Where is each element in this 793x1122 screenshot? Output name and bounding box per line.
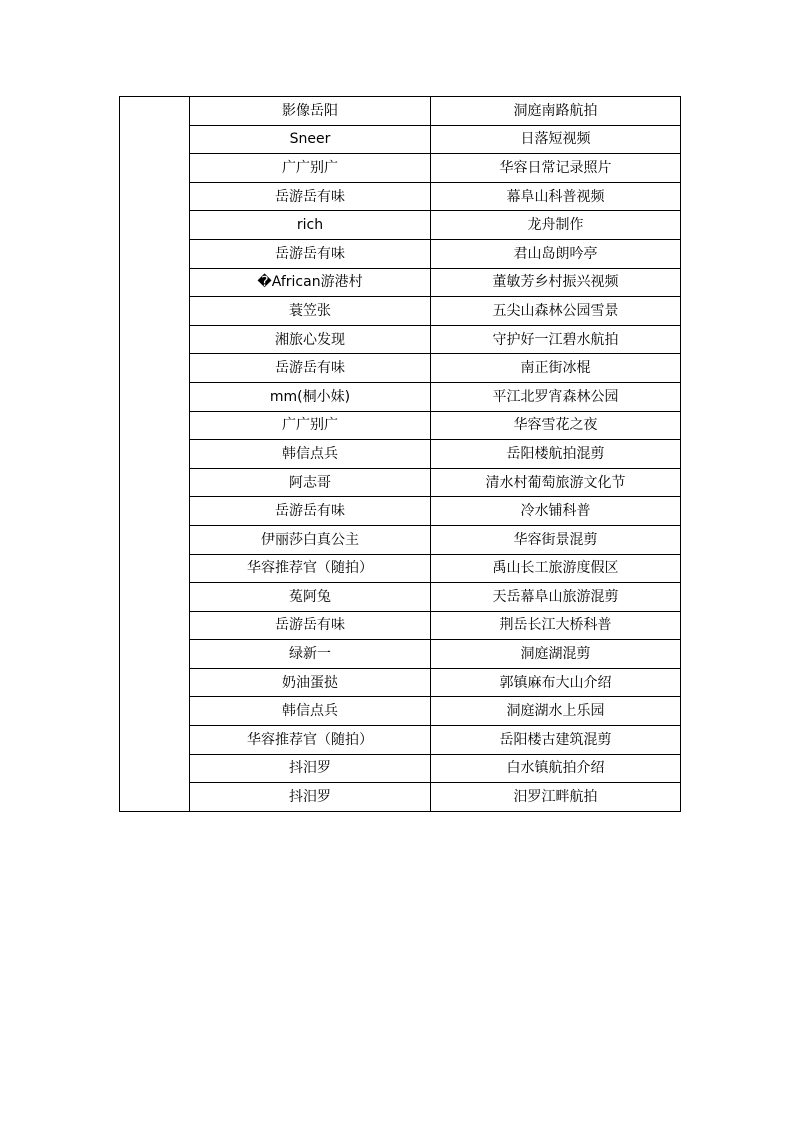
author-cell: 湘旅心发现	[190, 325, 431, 354]
table-row	[120, 411, 681, 440]
table-row	[120, 239, 681, 268]
author-cell: 岳游岳有味	[190, 182, 431, 211]
table-row	[120, 611, 681, 640]
table-body	[120, 97, 681, 812]
work-title-cell: 守护好一江碧水航拍	[431, 325, 681, 354]
work-title-cell: 岳阳楼航拍混剪	[431, 440, 681, 469]
table-row	[120, 783, 681, 812]
work-title-cell: 洞庭湖水上乐园	[431, 697, 681, 726]
table-row	[120, 525, 681, 554]
work-title-cell: 汨罗江畔航拍	[431, 783, 681, 812]
author-cell: 阿志哥	[190, 468, 431, 497]
author-cell: 广广别广	[190, 411, 431, 440]
work-title-cell: 平江北罗宵森林公园	[431, 382, 681, 411]
table-row	[120, 468, 681, 497]
author-cell: 岳游岳有味	[190, 354, 431, 383]
author-cell: 华容推荐官（随拍）	[190, 726, 431, 755]
work-title-cell: 君山岛朗吟亭	[431, 239, 681, 268]
author-cell: 奶油蛋挞	[190, 668, 431, 697]
table-row	[120, 583, 681, 612]
merged-category-cell	[120, 97, 190, 812]
work-title-cell: 禹山长工旅游度假区	[431, 554, 681, 583]
table-row	[120, 640, 681, 669]
work-title-cell: 华容街景混剪	[431, 525, 681, 554]
author-cell: 广广别广	[190, 154, 431, 183]
author-cell: 绿新一	[190, 640, 431, 669]
work-title-cell: 华容雪花之夜	[431, 411, 681, 440]
work-title-cell: 荆岳长江大桥科普	[431, 611, 681, 640]
table-row	[120, 97, 681, 126]
author-cell: 华容推荐官（随拍）	[190, 554, 431, 583]
author-cell: 韩信点兵	[190, 440, 431, 469]
table-row	[120, 440, 681, 469]
work-title-cell: 洞庭南路航拍	[431, 97, 681, 126]
table-row	[120, 554, 681, 583]
work-title-cell: 清水村葡萄旅游文化节	[431, 468, 681, 497]
author-cell: 蓑笠张	[190, 297, 431, 326]
work-title-cell: 日落短视频	[431, 125, 681, 154]
author-cell: 抖汨罗	[190, 783, 431, 812]
author-cell: 影像岳阳	[190, 97, 431, 126]
video-list-table	[119, 96, 681, 812]
table-row	[120, 497, 681, 526]
work-title-cell: 五尖山森林公园雪景	[431, 297, 681, 326]
work-title-cell: 洞庭湖混剪	[431, 640, 681, 669]
table-row	[120, 325, 681, 354]
table-row	[120, 211, 681, 240]
table-row	[120, 668, 681, 697]
work-title-cell: 郭镇麻布大山介绍	[431, 668, 681, 697]
author-cell: 伊丽莎白真公主	[190, 525, 431, 554]
work-title-cell: 岳阳楼古建筑混剪	[431, 726, 681, 755]
author-cell: 岳游岳有味	[190, 497, 431, 526]
table-row	[120, 297, 681, 326]
work-title-cell: 董敏芳乡村振兴视频	[431, 268, 681, 297]
table-row	[120, 754, 681, 783]
author-cell: mm(桐小妹)	[190, 382, 431, 411]
table-row	[120, 125, 681, 154]
table-row	[120, 182, 681, 211]
author-cell: 岳游岳有味	[190, 611, 431, 640]
table-row	[120, 697, 681, 726]
author-cell: 岳游岳有味	[190, 239, 431, 268]
work-title-cell: 华容日常记录照片	[431, 154, 681, 183]
work-title-cell: 天岳幕阜山旅游混剪	[431, 583, 681, 612]
table-row	[120, 354, 681, 383]
author-cell: rich	[190, 211, 431, 240]
work-title-cell: 南正街冰棍	[431, 354, 681, 383]
author-cell: Sneer	[190, 125, 431, 154]
author-cell: �African游港村	[190, 268, 431, 297]
table-row	[120, 154, 681, 183]
work-title-cell: 幕阜山科普视频	[431, 182, 681, 211]
table-row	[120, 268, 681, 297]
work-title-cell: 白水镇航拍介绍	[431, 754, 681, 783]
work-title-cell: 冷水铺科普	[431, 497, 681, 526]
author-cell: 菟阿兔	[190, 583, 431, 612]
work-title-cell: 龙舟制作	[431, 211, 681, 240]
table-row	[120, 382, 681, 411]
author-cell: 韩信点兵	[190, 697, 431, 726]
author-cell: 抖汨罗	[190, 754, 431, 783]
table-row	[120, 726, 681, 755]
